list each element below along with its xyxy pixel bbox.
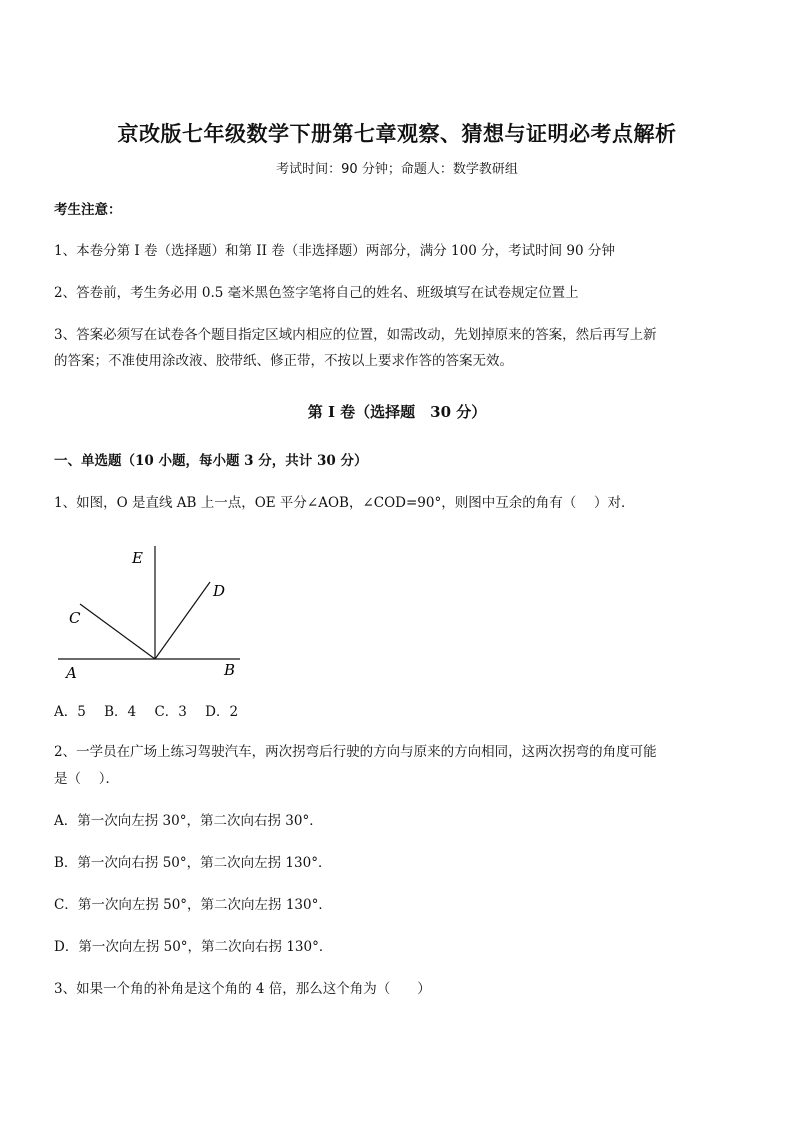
option-a[interactable]: A．5 xyxy=(54,704,86,720)
notice-item-1: 1、本卷分第 I 卷（选择题）和第 II 卷（非选择题）两部分，满分 100 分，考试时间 90 分钟 xyxy=(54,243,615,259)
question-2-stem-cont: 是（ ）． xyxy=(54,771,120,787)
question-2-option-c[interactable]: C．第一次向左拐 50°，第二次向左拐 130°． xyxy=(54,897,332,913)
angle-diagram xyxy=(54,540,254,685)
section-title: 第 I 卷（选择题 30 分） xyxy=(307,403,487,421)
question-1-options xyxy=(54,703,252,721)
ray-od xyxy=(155,582,210,659)
notice-item-2: 2、答卷前，考生务必用 0.5 毫米黑色签字笔将自己的姓名、班级填写在试卷规定位置上 xyxy=(54,285,579,301)
question-3-stem: 3、如果一个角的补角是这个角的 4 倍，那么这个角为（ ） xyxy=(54,981,431,997)
notice-item-3-cont: 的答案；不准使用涂改液、胶带纸、修正带，不按以上要求作答的答案无效。 xyxy=(54,353,513,369)
label-a: A xyxy=(66,664,77,682)
notice-heading: 考生注意： xyxy=(54,202,122,218)
option-b[interactable]: B．4 xyxy=(104,704,137,720)
label-d: D xyxy=(213,582,226,600)
question-1-figure xyxy=(54,540,254,685)
notice-item-3: 3、答案必须写在试卷各个题目指定区域内相应的位置，如需改动，先划掉原来的答案，然后再写上新 xyxy=(54,327,657,343)
question-1-stem: 1、如图，O 是直线 AB 上一点，OE 平分∠AOB，∠COD=90°，则图中互余的角有（ ）对． xyxy=(54,495,635,511)
question-2-option-a[interactable]: A．第一次向左拐 30°，第二次向右拐 30°． xyxy=(54,813,323,829)
page-title: 京改版七年级数学下册第七章观察、猜想与证明必考点解析 xyxy=(117,121,677,146)
label-b: B xyxy=(224,661,236,679)
option-d[interactable]: D．2 xyxy=(205,704,239,720)
label-e: E xyxy=(132,549,143,567)
question-2-stem: 2、一学员在广场上练习驾驶汽车，两次拐弯后行驶的方向与原来的方向相同，这两次拐弯的角度可能 xyxy=(54,744,657,760)
ray-oc xyxy=(80,604,155,659)
question-2-option-d[interactable]: D．第一次向左拐 50°，第二次向右拐 130°． xyxy=(54,939,333,955)
question-2-option-b[interactable]: B．第一次向右拐 50°，第二次向左拐 130°． xyxy=(54,855,332,871)
exam-info: 考试时间：90 分钟；命题人：数学教研组 xyxy=(276,162,518,177)
part-heading: 一、单选题（10 小题，每小题 3 分，共计 30 分） xyxy=(54,453,368,469)
label-c: C xyxy=(69,609,81,627)
option-c[interactable]: C．3 xyxy=(154,704,187,720)
